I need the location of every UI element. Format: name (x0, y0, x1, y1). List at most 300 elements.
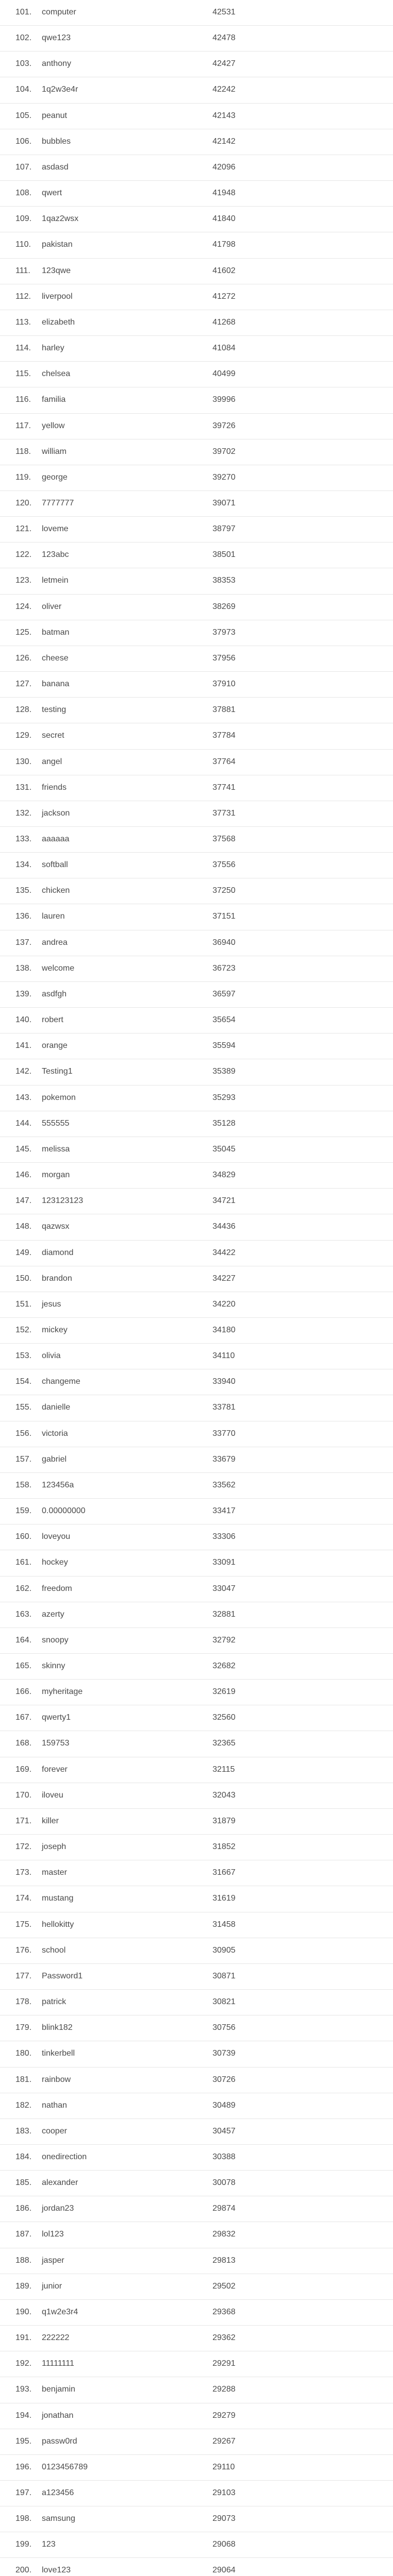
occurrence-count: 35128 (212, 1118, 236, 1128)
occurrence-count: 38797 (212, 524, 236, 534)
occurrence-count: 37568 (212, 835, 236, 843)
list-item (0, 1654, 393, 1680)
rank-number: 164. (15, 1635, 32, 1645)
password-text: oliver (42, 602, 62, 611)
password-text: loveyou (42, 1532, 71, 1541)
occurrence-count: 37731 (212, 808, 236, 818)
occurrence-count: 29073 (212, 2514, 236, 2523)
list-item (0, 1731, 393, 1757)
list-item (0, 1835, 393, 1860)
occurrence-count: 31619 (212, 1894, 236, 1903)
list-item (0, 568, 393, 594)
occurrence-count: 34227 (212, 1274, 236, 1283)
occurrence-count: 33679 (212, 1454, 236, 1464)
list-item (0, 1628, 393, 1654)
occurrence-count: 37151 (212, 912, 236, 921)
password-text: blink182 (42, 2023, 73, 2032)
list-item (0, 259, 393, 284)
list-item (0, 2455, 393, 2481)
list-item (0, 1033, 393, 1059)
list-item (0, 801, 393, 827)
rank-number: 131. (15, 783, 32, 792)
list-item (0, 310, 393, 336)
rank-number: 132. (15, 808, 32, 818)
list-item (0, 2196, 393, 2222)
list-item (0, 77, 393, 103)
rank-number: 130. (15, 757, 32, 766)
password-text: love123 (42, 2566, 71, 2575)
password-text: qazwsx (42, 1222, 70, 1231)
list-item (0, 1783, 393, 1809)
list-item (0, 1086, 393, 1111)
list-item (0, 517, 393, 543)
password-text: qwerty1 (42, 1713, 71, 1722)
occurrence-count: 30871 (212, 1971, 236, 1980)
password-text: secret (42, 731, 64, 740)
occurrence-count: 29288 (212, 2385, 236, 2394)
rank-number: 135. (15, 886, 32, 895)
occurrence-count: 42427 (212, 59, 236, 69)
rank-number: 147. (15, 1196, 32, 1206)
rank-number: 167. (15, 1713, 32, 1722)
occurrence-count: 32881 (212, 1609, 236, 1619)
occurrence-count: 41602 (212, 266, 236, 275)
occurrence-count: 31852 (212, 1842, 236, 1852)
password-text: snoopy (42, 1635, 69, 1645)
password-text: cheese (42, 653, 69, 663)
list-item (0, 2171, 393, 2196)
password-text: batman (42, 628, 70, 637)
password-text: aaaaaa (42, 835, 70, 843)
list-item (0, 2403, 393, 2429)
password-text: patrick (42, 1997, 67, 2007)
list-item (0, 2093, 393, 2119)
rank-number: 128. (15, 705, 32, 715)
rank-number: 126. (15, 653, 32, 663)
list-item (0, 1757, 393, 1783)
occurrence-count: 30457 (212, 2126, 236, 2136)
occurrence-count: 36940 (212, 938, 236, 947)
occurrence-count: 42096 (212, 162, 236, 172)
rank-number: 150. (15, 1274, 32, 1283)
list-item (0, 595, 393, 620)
occurrence-count: 34829 (212, 1171, 236, 1180)
password-text: 0123456789 (42, 2462, 88, 2471)
rank-number: 158. (15, 1480, 32, 1489)
password-text: banana (42, 680, 70, 689)
rank-number: 157. (15, 1454, 32, 1464)
occurrence-count: 36723 (212, 963, 236, 973)
rank-number: 179. (15, 2023, 32, 2032)
password-text: olivia (42, 1351, 61, 1361)
occurrence-count: 37556 (212, 860, 236, 870)
rank-number: 111. (15, 266, 30, 275)
occurrence-count: 29291 (212, 2359, 236, 2368)
list-item (0, 1524, 393, 1550)
list-item (0, 1550, 393, 1576)
rank-number: 109. (15, 214, 32, 224)
list-item (0, 1860, 393, 1886)
rank-number: 175. (15, 1920, 32, 1929)
password-text: softball (42, 860, 68, 870)
rank-number: 102. (15, 33, 32, 43)
list-item (0, 904, 393, 930)
password-text: q1w2e3r4 (42, 2307, 78, 2316)
occurrence-count: 31879 (212, 1816, 236, 1825)
rank-number: 186. (15, 2204, 32, 2213)
password-text: hockey (42, 1558, 68, 1567)
rank-number: 184. (15, 2152, 32, 2161)
occurrence-count: 34110 (212, 1351, 235, 1361)
password-text: 1q2w3e4r (42, 85, 78, 94)
rank-number: 188. (15, 2256, 32, 2265)
password-text: liverpool (42, 292, 73, 301)
list-item (0, 1137, 393, 1163)
list-item (0, 2326, 393, 2351)
occurrence-count: 42142 (212, 137, 236, 146)
rank-number: 198. (15, 2514, 32, 2523)
rank-number: 122. (15, 550, 32, 560)
rank-number: 142. (15, 1067, 32, 1076)
rank-number: 114. (15, 344, 31, 353)
occurrence-count: 41084 (212, 344, 236, 353)
password-text: harley (42, 344, 64, 353)
occurrence-count: 42143 (212, 111, 236, 120)
rank-number: 163. (15, 1609, 32, 1619)
occurrence-count: 35045 (212, 1144, 236, 1154)
occurrence-count: 29502 (212, 2281, 236, 2291)
rank-number: 200. (15, 2566, 32, 2575)
password-text: diamond (42, 1248, 74, 1257)
occurrence-count: 29362 (212, 2333, 236, 2343)
password-text: skinny (42, 1662, 66, 1670)
list-item (0, 1990, 393, 2015)
password-text: 222222 (42, 2333, 70, 2343)
password-text: azerty (42, 1609, 64, 1619)
rank-number: 199. (15, 2540, 32, 2549)
occurrence-count: 29813 (212, 2256, 236, 2265)
list-item (0, 750, 393, 775)
occurrence-count: 34422 (212, 1248, 236, 1257)
occurrence-count: 33781 (212, 1403, 236, 1412)
password-text: changeme (42, 1377, 80, 1386)
rank-number: 161. (15, 1558, 32, 1567)
list-item (0, 336, 393, 362)
occurrence-count: 41948 (212, 189, 236, 198)
rank-number: 182. (15, 2100, 32, 2110)
occurrence-count: 32043 (212, 1790, 236, 1800)
occurrence-count: 39996 (212, 395, 236, 404)
rank-number: 151. (15, 1299, 32, 1309)
password-text: jonathan (42, 2411, 74, 2420)
list-item (0, 2377, 393, 2403)
rank-number: 140. (15, 1015, 32, 1025)
password-text: a123456 (42, 2488, 74, 2497)
rank-number: 121. (15, 524, 32, 534)
rank-number: 168. (15, 1739, 32, 1748)
password-text: jesus (42, 1299, 61, 1309)
rank-number: 173. (15, 1868, 32, 1877)
rank-number: 141. (15, 1041, 32, 1050)
list-item (0, 129, 393, 155)
list-item (0, 1059, 393, 1085)
list-item (0, 1318, 393, 1344)
list-item (0, 1163, 393, 1189)
rank-number: 153. (15, 1351, 32, 1361)
rank-number: 191. (15, 2333, 32, 2343)
occurrence-count: 29103 (212, 2488, 236, 2497)
password-text: computer (42, 8, 76, 16)
password-text: joseph (42, 1842, 67, 1852)
list-item (0, 2041, 393, 2067)
rank-number: 189. (15, 2281, 32, 2291)
rank-number: 183. (15, 2126, 32, 2136)
password-text: jackson (42, 808, 70, 818)
list-item (0, 0, 393, 26)
password-text: 123abc (42, 550, 69, 560)
list-item (0, 1344, 393, 1369)
rank-number: 105. (15, 111, 32, 120)
password-text: benjamin (42, 2385, 75, 2394)
occurrence-count: 30078 (212, 2178, 236, 2188)
rank-number: 104. (15, 85, 32, 94)
occurrence-count: 37764 (212, 757, 236, 766)
password-text: pakistan (42, 240, 73, 249)
rank-number: 112. (15, 292, 31, 301)
password-text: angel (42, 757, 62, 766)
occurrence-count: 42478 (212, 33, 236, 43)
list-item (0, 1912, 393, 1938)
password-text: loveme (42, 524, 69, 534)
occurrence-count: 31667 (212, 1868, 236, 1877)
rank-number: 137. (15, 938, 32, 947)
list-item (0, 878, 393, 904)
list-item (0, 930, 393, 956)
list-item (0, 1809, 393, 1835)
password-text: bubbles (42, 137, 71, 146)
occurrence-count: 39726 (212, 421, 236, 430)
password-text: 1qaz2wsx (42, 214, 79, 224)
password-text: qwe123 (42, 33, 71, 43)
rank-number: 197. (15, 2488, 32, 2497)
list-item (0, 26, 393, 52)
occurrence-count: 42242 (212, 85, 236, 94)
rank-number: 193. (15, 2385, 32, 2394)
rank-number: 159. (15, 1506, 32, 1516)
list-item (0, 2248, 393, 2274)
occurrence-count: 29068 (212, 2540, 236, 2549)
password-text: chelsea (42, 369, 71, 379)
list-item (0, 1447, 393, 1473)
list-item (0, 2145, 393, 2171)
occurrence-count: 32792 (212, 1635, 236, 1645)
password-text: onedirection (42, 2152, 87, 2161)
occurrence-count: 29874 (212, 2204, 236, 2213)
password-text: mickey (42, 1325, 68, 1334)
list-item (0, 1369, 393, 1395)
list-item (0, 181, 393, 207)
rank-number: 195. (15, 2436, 32, 2446)
rank-number: 113. (15, 317, 31, 327)
rank-number: 115. (15, 369, 31, 379)
occurrence-count: 30739 (212, 2049, 236, 2058)
occurrence-count: 30726 (212, 2075, 236, 2084)
password-text: friends (42, 783, 67, 792)
list-item (0, 646, 393, 672)
rank-number: 176. (15, 1945, 32, 1955)
rank-number: 145. (15, 1144, 32, 1154)
password-text: testing (42, 705, 67, 715)
list-item (0, 465, 393, 491)
rank-number: 156. (15, 1429, 32, 1438)
occurrence-count: 29368 (212, 2307, 236, 2316)
password-text: william (42, 447, 67, 456)
list-item (0, 698, 393, 723)
list-item (0, 1241, 393, 1266)
password-text: hellokitty (42, 1920, 74, 1929)
list-item (0, 620, 393, 646)
occurrence-count: 38269 (212, 602, 236, 611)
occurrence-count: 34721 (212, 1196, 236, 1206)
rank-number: 118. (15, 447, 31, 456)
occurrence-count: 30756 (212, 2023, 236, 2032)
rank-number: 180. (15, 2049, 32, 2058)
password-text: nathan (42, 2100, 67, 2110)
list-item (0, 2300, 393, 2326)
occurrence-count: 29064 (212, 2566, 236, 2575)
occurrence-count: 37956 (212, 653, 236, 663)
password-text: robert (42, 1015, 63, 1025)
list-item (0, 1008, 393, 1033)
occurrence-count: 33306 (212, 1532, 236, 1541)
password-text: anthony (42, 59, 71, 69)
occurrence-count: 29279 (212, 2411, 236, 2420)
password-text: mustang (42, 1894, 74, 1903)
occurrence-count: 32619 (212, 1687, 236, 1697)
rank-number: 174. (15, 1894, 32, 1903)
list-item (0, 775, 393, 801)
password-text: Testing1 (42, 1067, 73, 1076)
occurrence-count: 32365 (212, 1739, 236, 1748)
password-text: 123qwe (42, 266, 71, 275)
occurrence-count: 39071 (212, 498, 236, 507)
occurrence-count: 35293 (212, 1093, 236, 1102)
occurrence-count: 39702 (212, 447, 236, 456)
list-item (0, 1395, 393, 1421)
occurrence-count: 34180 (212, 1325, 236, 1334)
list-item (0, 2351, 393, 2377)
rank-number: 123. (15, 576, 32, 585)
password-text: asdfgh (42, 989, 67, 998)
rank-number: 169. (15, 1765, 32, 1774)
occurrence-count: 34220 (212, 1299, 236, 1309)
password-text: letmein (42, 576, 69, 585)
password-text: elizabeth (42, 317, 75, 327)
password-text: andrea (42, 938, 68, 947)
rank-number: 196. (15, 2462, 32, 2471)
password-text: passw0rd (42, 2436, 77, 2446)
occurrence-count: 30388 (212, 2152, 236, 2161)
list-item (0, 1680, 393, 1705)
password-text: forever (42, 1765, 68, 1774)
occurrence-count: 35389 (212, 1067, 236, 1076)
list-item (0, 491, 393, 517)
list-item (0, 1499, 393, 1524)
rank-number: 146. (15, 1171, 32, 1180)
rank-number: 138. (15, 963, 32, 973)
rank-number: 177. (15, 1971, 32, 1980)
rank-number: 133. (15, 835, 32, 843)
list-item (0, 2481, 393, 2506)
rank-number: 187. (15, 2230, 32, 2239)
password-text: jordan23 (42, 2204, 74, 2213)
list-item (0, 387, 393, 413)
password-text: 123123123 (42, 1196, 84, 1206)
occurrence-count: 30489 (212, 2100, 236, 2110)
rank-number: 185. (15, 2178, 32, 2188)
list-item (0, 2558, 393, 2576)
password-text: myheritage (42, 1687, 83, 1697)
list-item (0, 1214, 393, 1240)
rank-number: 190. (15, 2307, 32, 2316)
password-text: Password1 (42, 1971, 83, 1980)
occurrence-count: 41268 (212, 317, 236, 327)
list-item (0, 1602, 393, 1628)
rank-number: 172. (15, 1842, 32, 1852)
occurrence-count: 37881 (212, 705, 236, 715)
rank-number: 181. (15, 2075, 32, 2084)
rank-number: 139. (15, 989, 32, 998)
rank-number: 119. (15, 472, 31, 482)
list-item (0, 232, 393, 258)
list-item (0, 2015, 393, 2041)
rank-number: 154. (15, 1377, 32, 1386)
list-item (0, 543, 393, 568)
list-item (0, 982, 393, 1008)
list-item (0, 439, 393, 465)
occurrence-count: 41840 (212, 214, 236, 224)
occurrence-count: 31458 (212, 1920, 236, 1929)
occurrence-count: 33562 (212, 1480, 236, 1489)
list-item (0, 1473, 393, 1499)
list-item (0, 1938, 393, 1964)
password-text: cooper (42, 2126, 67, 2136)
password-text: victoria (42, 1429, 68, 1438)
rank-number: 178. (15, 1997, 32, 2007)
list-item (0, 1189, 393, 1214)
password-text: 123 (42, 2540, 56, 2549)
occurrence-count: 42531 (212, 8, 236, 16)
rank-number: 127. (15, 680, 32, 689)
list-item (0, 362, 393, 387)
rank-number: 129. (15, 731, 32, 740)
list-item (0, 1886, 393, 1912)
occurrence-count: 32682 (212, 1662, 236, 1670)
occurrence-count: 40499 (212, 369, 236, 379)
list-item (0, 52, 393, 77)
rank-number: 143. (15, 1093, 32, 1102)
list-item (0, 2119, 393, 2145)
occurrence-count: 29832 (212, 2230, 236, 2239)
list-item (0, 1421, 393, 1447)
password-text: 123456a (42, 1480, 74, 1489)
rank-number: 117. (15, 421, 31, 430)
rank-number: 103. (15, 59, 32, 69)
occurrence-count: 33047 (212, 1584, 236, 1593)
list-item (0, 284, 393, 310)
rank-number: 166. (15, 1687, 32, 1697)
rank-number: 160. (15, 1532, 32, 1541)
